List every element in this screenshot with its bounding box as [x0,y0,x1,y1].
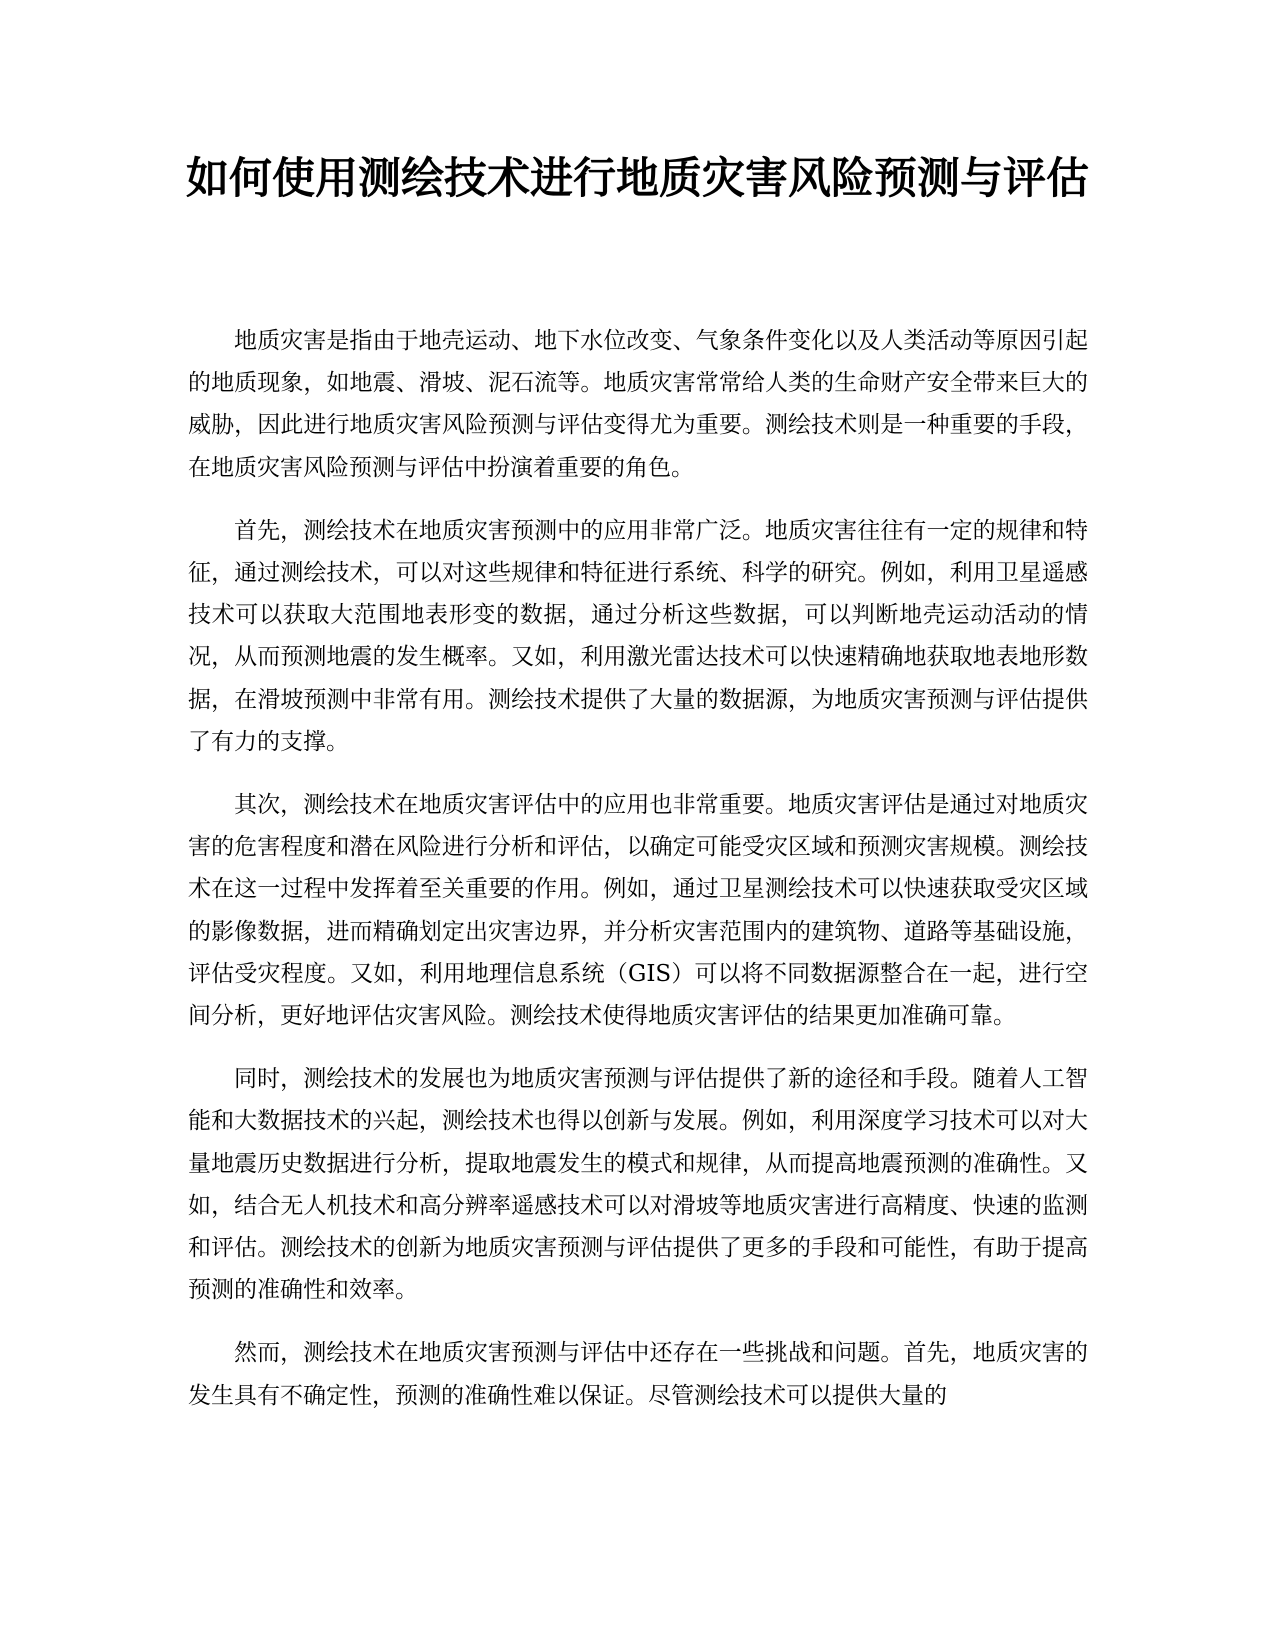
paragraph-challenges: 然而，测绘技术在地质灾害预测与评估中还存在一些挑战和问题。首先，地质灾害的发生具有不确定性，预测的准确性难以保证。尽管测绘技术可以提供大量的 [188,1340,1088,1409]
document-title: 如何使用测绘技术进行地质灾害风险预测与评估 [186,154,1089,204]
paragraph-prediction: 首先，测绘技术在地质灾害预测中的应用非常广泛。地质灾害往往有一定的规律和特征，通过测绘技术，可以对这些规律和特征进行系统、科学的研究。例如，利用卫星遥感技术可以获取大范围地表形变的数据，通过分析这些数据，可以判断地壳运动活动的情况，从而预测地震的发生概率。又如，利用激光雷达技术可以快速精确地获取地表地形数据，在滑坡预测中非常有用。测绘技术提供了大量的数据源，为地质灾害预测与评估提供了有力的支撑。 [188,517,1088,755]
paragraph-assessment: 其次，测绘技术在地质灾害评估中的应用也非常重要。地质灾害评估是通过对地质灾害的危害程度和潜在风险进行分析和评估，以确定可能受灾区域和预测灾害规模。测绘技术在这一过程中发挥着至关重要的作用。例如，通过卫星测绘技术可以快速获取受灾区域的影像数据，进而精确划定出灾害边界，并分析灾害范围内的建筑物、道路等基础设施，评估受灾程度。又如，利用地理信息系统（GIS）可以将不同数据源整合在一起，进行空间分析，更好地评估灾害风险。测绘技术使得地质灾害评估的结果更加准确可靠。 [188,792,1088,1030]
paragraph-innovation: 同时，测绘技术的发展也为地质灾害预测与评估提供了新的途径和手段。随着人工智能和大数据技术的兴起，测绘技术也得以创新与发展。例如，利用深度学习技术可以对大量地震历史数据进行分析，提取地震发生的模式和规律，从而提高地震预测的准确性。又如，结合无人机技术和高分辨率遥感技术可以对滑坡等地质灾害进行高精度、快速的监测和评估。测绘技术的创新为地质灾害预测与评估提供了更多的手段和可能性，有助于提高预测的准确性和效率。 [188,1066,1088,1304]
document-body [188,320,1088,1438]
paragraph-intro: 地质灾害是指由于地壳运动、地下水位改变、气象条件变化以及人类活动等原因引起的地质现象，如地震、滑坡、泥石流等。地质灾害常常给人类的生命财产安全带来巨大的威胁，因此进行地质灾害风险预测与评估变得尤为重要。测绘技术则是一种重要的手段，在地质灾害风险预测与评估中扮演着重要的角色。 [188,328,1088,481]
